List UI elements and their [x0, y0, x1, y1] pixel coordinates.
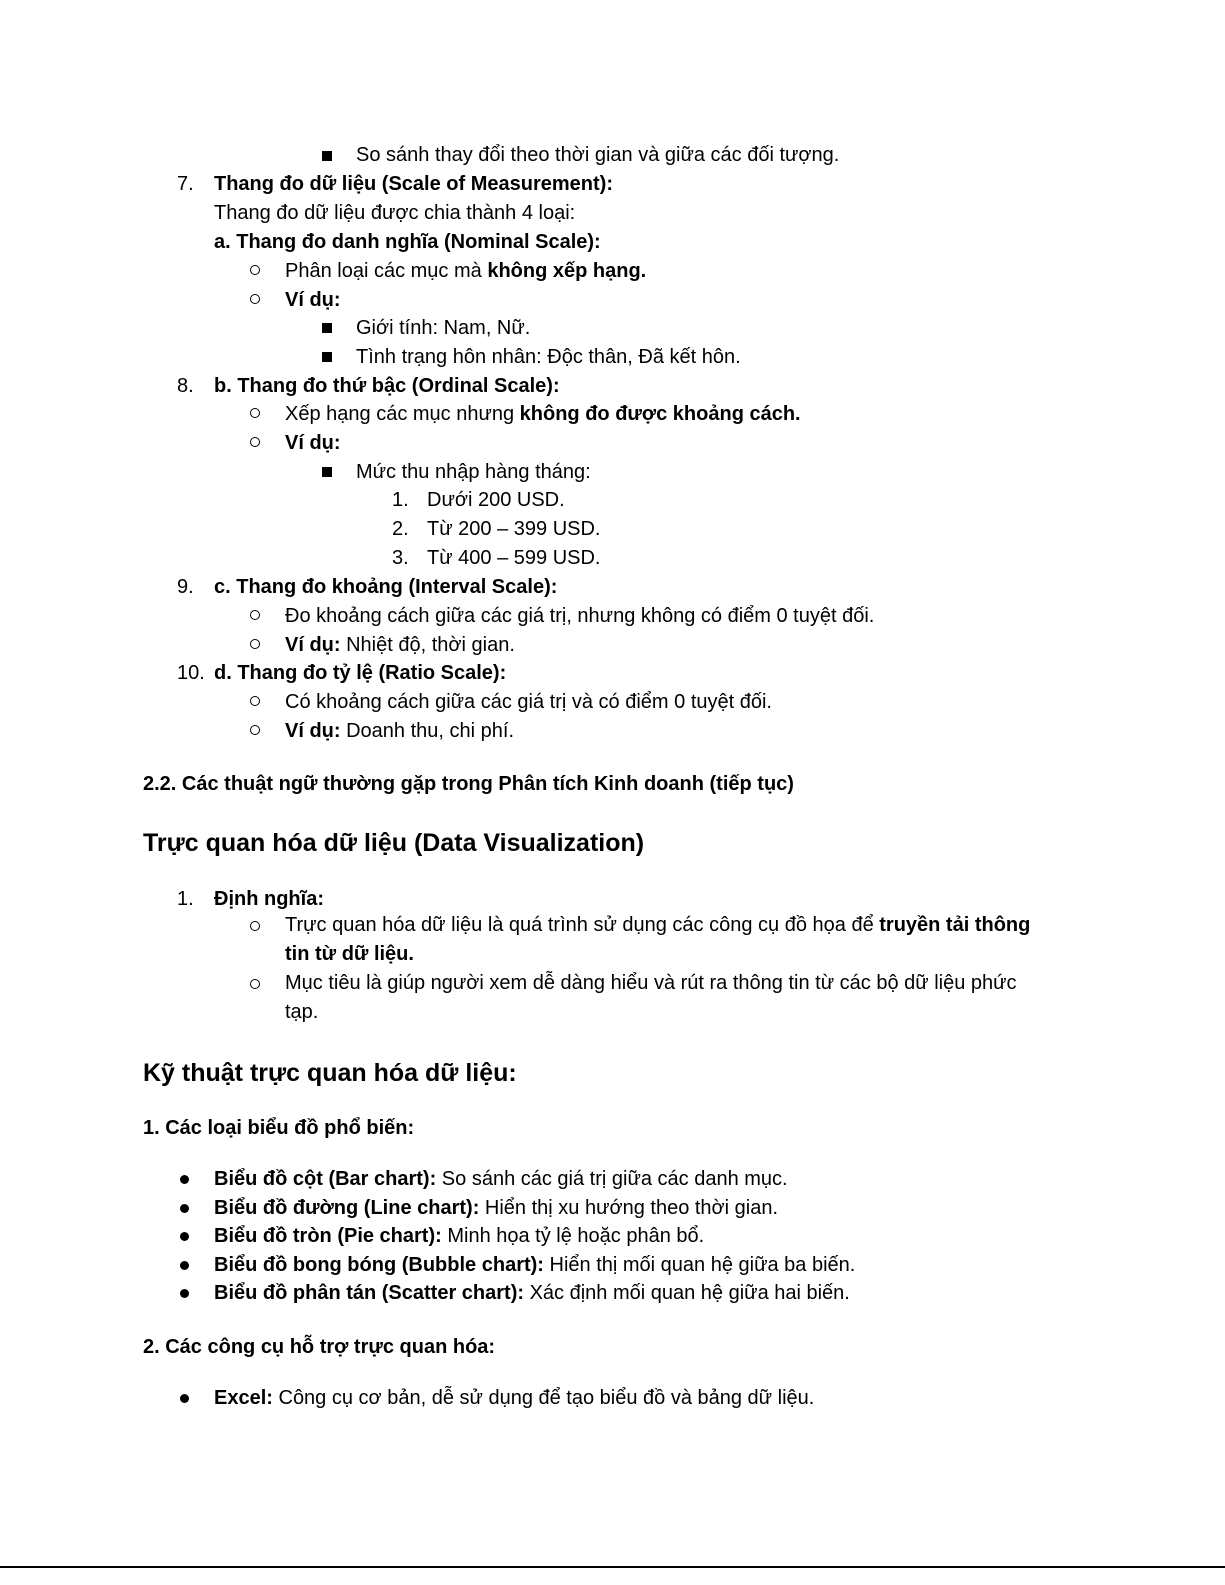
list-heading: b. Thang đo thứ bậc (Ordinal Scale): [214, 375, 560, 397]
circle-bullet-icon [250, 294, 260, 304]
text-line: Thang đo dữ liệu được chia thành 4 loại: [214, 202, 576, 224]
bullet-icon [180, 1261, 189, 1270]
list-heading: d. Thang đo tỷ lệ (Ratio Scale): [214, 662, 507, 684]
text-line: Dưới 200 USD. [427, 489, 565, 511]
section-heading: 2.2. Các thuật ngữ thường gặp trong Phân tích Kinh doanh (tiếp tục) [143, 773, 794, 795]
square-bullet-icon [322, 323, 332, 333]
list-item: Biểu đồ tròn (Pie chart): Minh họa tỷ lệ hoặc phân bổ. [214, 1225, 705, 1247]
list-number: 3. [392, 547, 409, 569]
text-line: Ví dụ: Doanh thu, chi phí. [285, 720, 514, 742]
text-line: Ví dụ: Nhiệt độ, thời gian. [285, 634, 515, 656]
list-number: 10. [177, 662, 205, 684]
heading-chart-types: 1. Các loại biểu đồ phổ biến: [143, 1117, 415, 1139]
bullet-icon [180, 1175, 189, 1184]
bullet-icon [180, 1289, 189, 1298]
text-line: Ví dụ: [285, 432, 341, 454]
circle-bullet-icon [250, 437, 260, 447]
heading-data-visualization: Trực quan hóa dữ liệu (Data Visualization) [143, 829, 645, 857]
bullet-icon [180, 1394, 189, 1403]
list-item: Excel: Công cụ cơ bản, dễ sử dụng để tạo biểu đồ và bảng dữ liệu. [214, 1387, 815, 1409]
list-number: 9. [177, 576, 194, 598]
sub-heading: a. Thang đo danh nghĩa (Nominal Scale): [214, 231, 601, 253]
square-bullet-icon [322, 151, 332, 161]
bullet-icon [180, 1232, 189, 1241]
text-line: Có khoảng cách giữa các giá trị và có điểm 0 tuyệt đối. [285, 691, 772, 713]
text-paragraph: Trực quan hóa dữ liệu là quá trình sử dụng các công cụ đồ họa để truyền tải thông tin từ dữ liệu. [285, 914, 1031, 965]
list-number: 1. [177, 888, 194, 910]
list-number: 2. [392, 518, 409, 540]
circle-bullet-icon [250, 979, 260, 989]
text-line: Tình trạng hôn nhân: Độc thân, Đã kết hôn. [356, 346, 741, 368]
list-number: 1. [392, 489, 409, 511]
circle-bullet-icon [250, 610, 260, 620]
square-bullet-icon [322, 467, 332, 477]
square-bullet-icon [322, 352, 332, 362]
circle-bullet-icon [250, 408, 260, 418]
bullet-icon [180, 1204, 189, 1213]
list-number: 8. [177, 375, 194, 397]
circle-bullet-icon [250, 696, 260, 706]
circle-bullet-icon [250, 921, 260, 931]
circle-bullet-icon [250, 725, 260, 735]
text-line: Từ 400 – 599 USD. [427, 547, 601, 569]
text-line: Phân loại các mục mà không xếp hạng. [285, 260, 647, 282]
text-paragraph: Mục tiêu là giúp người xem dễ dàng hiểu và rút ra thông tin từ các bộ dữ liệu phức tạp. [285, 972, 1017, 1023]
text-line: Giới tính: Nam, Nữ. [356, 317, 531, 339]
heading-techniques: Kỹ thuật trực quan hóa dữ liệu: [143, 1059, 517, 1087]
heading-tools: 2. Các công cụ hỗ trợ trực quan hóa: [143, 1336, 496, 1358]
list-heading: Thang đo dữ liệu (Scale of Measurement): [214, 173, 613, 195]
list-heading: c. Thang đo khoảng (Interval Scale): [214, 576, 558, 598]
text-line: Đo khoảng cách giữa các giá trị, nhưng không có điểm 0 tuyệt đối. [285, 605, 875, 627]
list-item: Biểu đồ bong bóng (Bubble chart): Hiển thị mối quan hệ giữa ba biến. [214, 1254, 856, 1276]
list-item: Biểu đồ cột (Bar chart): So sánh các giá trị giữa các danh mục. [214, 1168, 788, 1190]
text-line: Ví dụ: [285, 289, 341, 311]
list-heading: Định nghĩa: [214, 888, 324, 910]
text-line: Xếp hạng các mục nhưng không đo được khoảng cách. [285, 403, 801, 425]
circle-bullet-icon [250, 639, 260, 649]
page-bottom-border [0, 1566, 1225, 1568]
text-line: Mức thu nhập hàng tháng: [356, 461, 591, 483]
list-number: 7. [177, 173, 194, 195]
text-line: Từ 200 – 399 USD. [427, 518, 601, 540]
list-item: Biểu đồ đường (Line chart): Hiển thị xu hướng theo thời gian. [214, 1197, 779, 1219]
text-line: So sánh thay đổi theo thời gian và giữa các đối tượng. [356, 144, 840, 166]
circle-bullet-icon [250, 265, 260, 275]
list-item: Biểu đồ phân tán (Scatter chart): Xác định mối quan hệ giữa hai biến. [214, 1282, 850, 1304]
